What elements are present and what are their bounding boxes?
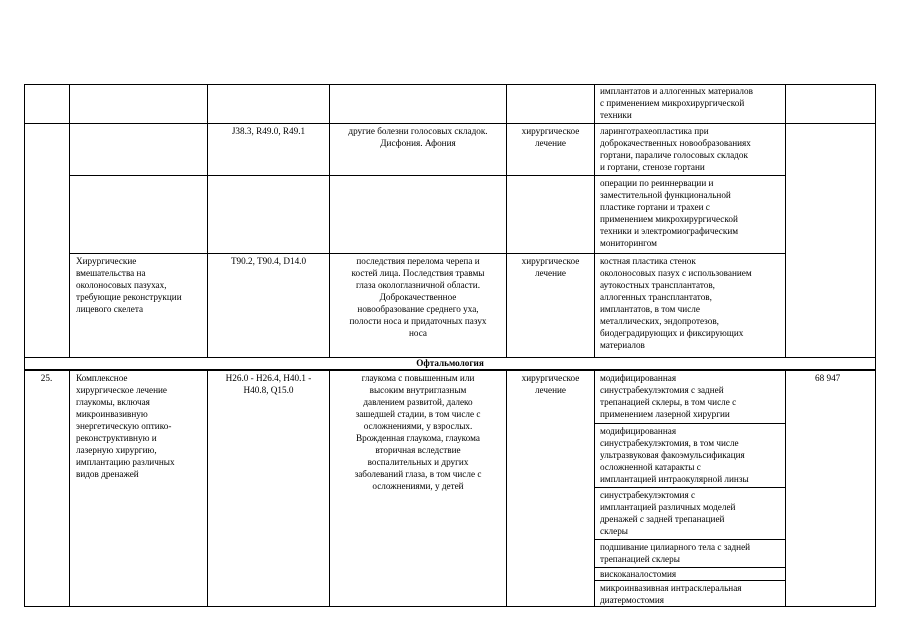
text-line: воспалительных и других [367,457,469,467]
text-line: заместительной функциональной [600,190,731,200]
grid-line [785,84,786,357]
text-line: околоносовых пазухах, [76,280,167,290]
text-line: энергетическую оптико- [76,421,172,431]
text-line: вискоканалостомия [600,569,677,579]
grid-line [594,423,785,424]
row4-cost: 68 947 [815,373,841,383]
text-line: модифицированная [600,373,677,383]
grid-line [594,580,785,581]
grid-line [69,175,785,176]
text-line: хирургическое [521,126,580,136]
grid-line [24,606,876,607]
row1-icd [208,125,329,137]
text-line: требующие реконструкции [76,292,182,302]
text-line: дренажей с задней трепанацией [600,514,725,524]
grid-line [207,370,208,606]
text-line: трепанацией склеры [600,554,680,564]
grid-line [24,123,876,124]
text-line: ультразвуковая факоэмульсификация [600,450,745,460]
text-line: синустрабекулэктомия, в том числе [600,438,739,448]
text-line: применением лазерной хирургии [600,409,730,419]
row4-method-4 [600,541,750,565]
text-line: Дисфония. Афония [380,138,456,148]
text-line: лазерную хирургию, [76,445,157,455]
text-line: модифицированная [600,426,677,436]
row4-name [76,372,175,480]
grid-line [24,369,876,371]
row3-method [600,255,752,351]
text-line: доброкачественных новообразованиях [600,138,751,148]
row4-diagnosis [330,372,506,492]
row3-icd [208,255,329,267]
text-line: H40.8, Q15.0 [243,385,294,395]
text-line: околоносовых пазух с использованием [600,268,752,278]
grid-line [875,84,876,606]
text-line: видов дренажей [76,469,139,479]
text-line: диатермостомия [600,595,664,605]
row4-icd [208,372,329,396]
text-line: имплантатов, в том числе [600,304,700,314]
row1-method [600,125,751,173]
grid-line [594,370,595,606]
grid-line [69,84,70,357]
text-line: заболеваний глаза, в том числе с [354,469,482,479]
row1-diagnosis [330,125,506,149]
row3-diagnosis [330,255,506,339]
text-line: H26.0 - H26.4, H40.1 - [225,373,312,383]
text-line: вторичная вследствие [375,445,461,455]
text-line: новообразование среднего уха, [357,304,479,314]
row2-method [600,177,738,249]
text-line: Врожденная глаукома, глаукома [356,433,480,443]
text-line: гортани, параличе голосовых складок [600,150,748,160]
text-line: аллогенных трансплантатов, [600,292,712,302]
text-line: хирургическое лечение [76,385,167,395]
row1-treatment [507,125,594,149]
text-line: Доброкачественное [379,292,457,302]
text-line: и гортани, стенозе гортани [600,162,705,172]
grid-line [594,487,785,488]
text-line: глаукома с повышенным или [361,373,475,383]
row4-method-3 [600,489,735,537]
grid-line [594,539,785,540]
text-line: металлических, эндопротезов, [600,316,719,326]
text-line: костная пластика стенок [600,256,696,266]
grid-line [594,84,595,357]
text-line: техники [600,110,632,120]
row3-name [76,255,182,315]
text-line: материалов [600,340,645,350]
text-line: осложнениями, у взрослых. [363,421,473,431]
row4-method-5 [600,568,676,580]
row0-method [600,85,753,121]
grid-line [785,370,786,606]
grid-line [506,370,507,606]
text-line: хирургическое [521,373,580,383]
text-line: давлением развитой, далеко [363,397,473,407]
text-line: лечение [534,385,567,395]
grid-line [69,253,785,254]
text-line: глаукомы, включая [76,397,150,407]
text-line: мониторингом [600,238,657,248]
section-title: Офтальмология [416,358,484,368]
text-line: J38.3, R49.0, R49.1 [231,126,306,136]
text-line: пластике гортани и трахеи с [600,202,710,212]
text-line: имплантацию различных [76,457,175,467]
text-line: лицевого скелета [76,304,144,314]
text-line: осложнениями, у детей [372,481,464,491]
text-line: осложненной катаракты с [600,462,701,472]
text-line: микроинвазивная интрасклеральная [600,583,742,593]
text-line: склеры [600,526,628,536]
row3-treatment [507,255,594,279]
text-line: вмешательства на [76,268,146,278]
text-line: подшивание цилиарного тела с задней [600,542,751,552]
text-line: имплантацией различных моделей [600,502,736,512]
text-line: синустрабекулэктомия с [600,490,696,500]
text-line: лечение [534,138,567,148]
text-line: имплантацией интраокулярной линзы [600,474,749,484]
text-line: хирургическое [521,256,580,266]
text-line: костей лица. Последствия травмы [351,268,485,278]
text-line: микроинвазивную [76,409,148,419]
grid-line [24,84,25,606]
text-line: глаза окологлазничной области. [356,280,480,290]
text-line: T90.2, T90.4, D14.0 [230,256,307,266]
text-line: реконструктивную и [76,433,157,443]
text-line: другие болезни голосовых складок. [348,126,488,136]
text-line: Комплексное [76,373,128,383]
text-line: высоким внутриглазным [369,385,467,395]
text-line: биодеградирующих и фиксирующих [600,328,744,338]
row4-method-2 [600,425,749,485]
text-line: синустрабекулэктомия с задней [600,385,724,395]
text-line: полости носа и придаточных пазух [349,316,487,326]
grid-line [69,370,70,606]
text-line: операции по реиннервации и [600,178,714,188]
text-line: трепанацией склеры, в том числе с [600,397,737,407]
text-line: имплантатов и аллогенных материалов [600,86,753,96]
text-line: последствия перелома черепа и [356,256,480,266]
row4-number: 25. [40,373,53,383]
text-line: Хирургические [76,256,137,266]
row4-method-1 [600,372,736,420]
text-line: носа [408,328,427,338]
row4-treatment [507,372,594,396]
text-line: техники и электромиографическим [600,226,739,236]
text-line: лечение [534,268,567,278]
text-line: зашедшей стадии, в том числе с [355,409,481,419]
text-line: применением микрохирургической [600,214,738,224]
text-line: с применением микрохирургической [600,98,745,108]
row4-method-6 [600,582,742,606]
text-line: аутокостных трансплантатов, [600,280,715,290]
text-line: ларинготрахеопластика при [600,126,709,136]
